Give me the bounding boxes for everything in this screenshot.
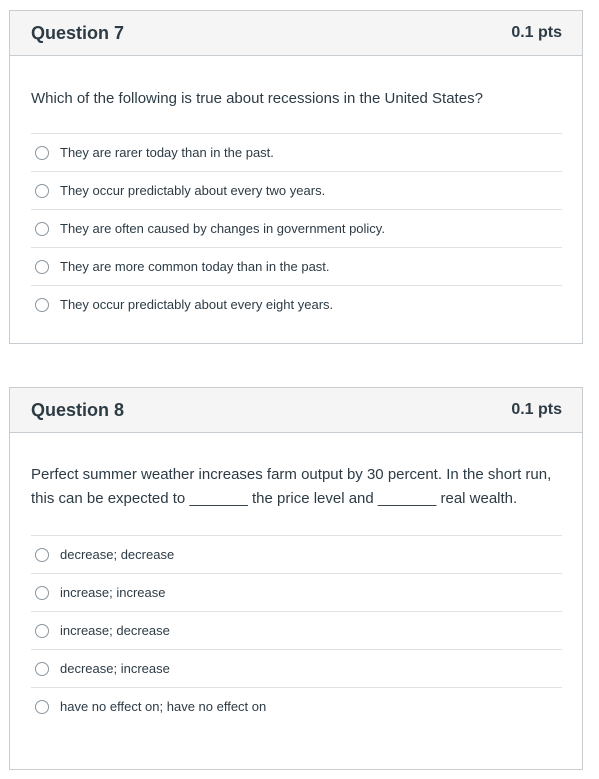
- answer-label[interactable]: have no effect on; have no effect on: [60, 699, 267, 714]
- radio-button[interactable]: [35, 662, 49, 676]
- answer-label[interactable]: They occur predictably about every eight years.: [60, 297, 334, 312]
- answer-option[interactable]: [31, 133, 562, 171]
- answer-label[interactable]: They are rarer today than in the past.: [60, 145, 274, 160]
- answer-option[interactable]: [31, 209, 562, 247]
- answer-label[interactable]: decrease; increase: [60, 661, 170, 676]
- question-7-card: [9, 10, 583, 344]
- answer-option[interactable]: [31, 535, 562, 573]
- answer-list: [31, 535, 562, 725]
- answer-option[interactable]: [31, 649, 562, 687]
- answer-label[interactable]: increase; increase: [60, 585, 166, 600]
- radio-button[interactable]: [35, 184, 49, 198]
- radio-button[interactable]: [35, 146, 49, 160]
- answer-option[interactable]: [31, 247, 562, 285]
- answer-label[interactable]: increase; decrease: [60, 623, 170, 638]
- question-text: Which of the following is true about recessions in the United States?: [31, 90, 483, 107]
- answer-option[interactable]: [31, 285, 562, 323]
- radio-button[interactable]: [35, 624, 49, 638]
- radio-button[interactable]: [35, 700, 49, 714]
- radio-button[interactable]: [35, 586, 49, 600]
- question-7-body: [10, 87, 582, 323]
- question-8-body: [10, 463, 582, 725]
- radio-button[interactable]: [35, 260, 49, 274]
- question-points: 0.1 pts: [511, 24, 562, 41]
- answer-label[interactable]: They are more common today than in the past.: [60, 259, 330, 274]
- answer-option[interactable]: [31, 171, 562, 209]
- question-8-header: [10, 388, 582, 433]
- question-8-card: [9, 387, 583, 770]
- question-points: 0.1 pts: [511, 401, 562, 418]
- answer-option[interactable]: [31, 611, 562, 649]
- radio-button[interactable]: [35, 548, 49, 562]
- radio-button[interactable]: [35, 222, 49, 236]
- answer-option[interactable]: [31, 573, 562, 611]
- question-text: Perfect summer weather increases farm output by 30 percent. In the short run, this can be expected to _______ the price level and _______ real wealth.: [31, 466, 552, 507]
- answer-label[interactable]: They occur predictably about every two years.: [60, 183, 326, 198]
- answer-label[interactable]: They are often caused by changes in government policy.: [60, 221, 385, 236]
- radio-button[interactable]: [35, 298, 49, 312]
- question-7-header: [10, 11, 582, 56]
- answer-option[interactable]: [31, 687, 562, 725]
- answer-list: [31, 133, 562, 323]
- question-title: Question 8: [31, 399, 125, 420]
- question-title: Question 7: [31, 22, 125, 43]
- answer-label[interactable]: decrease; decrease: [60, 547, 175, 562]
